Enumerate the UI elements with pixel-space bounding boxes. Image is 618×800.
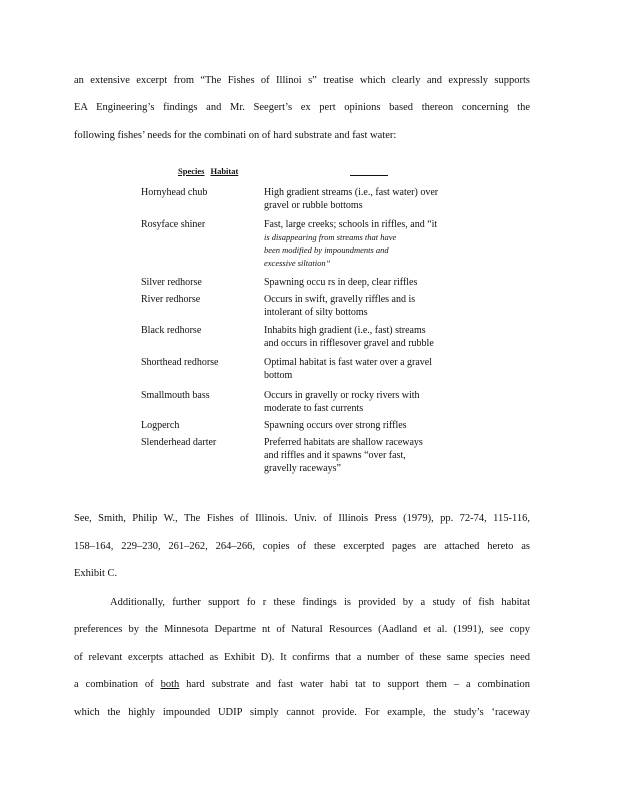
header-species: Species (178, 166, 205, 176)
habitat-desc: Spawning occu rs in deep, clear riffles (264, 277, 418, 288)
intro-line-1: an extensive excerpt from “The Fishes of Illinoi s” treatise which clearly and expressly supports (74, 75, 530, 86)
species-name: Smallmouth bass (141, 390, 210, 401)
species-name: River redhorse (141, 294, 201, 305)
header-habitat: Habitat (210, 166, 239, 176)
emphasis-both: both (160, 679, 180, 690)
intro-line-2: EA Engineering’s findings and Mr. Seegert’s ex pert opinions based thereon concerning the (74, 102, 530, 113)
species-name: Logperch (141, 420, 180, 431)
habitat-desc: Preferred habitats are shallow raceways and riffles and it spawns “over fast, gravelly raceways” (264, 437, 423, 474)
habitat-desc: Fast, large creeks; schools in riffles, and “it is disappearing from streams that have been modified by impoundments and excessive siltation” (264, 219, 438, 268)
para2-line-4: a combination of both hard substrate and fast water habi tat to support them – a combination (74, 679, 530, 690)
habitat-desc: Spawning occurs over strong riffles (264, 420, 407, 431)
habitat-desc: Occurs in swift, gravelly riffles and is intolerant of silty bottoms (264, 294, 416, 318)
table-header (178, 166, 238, 176)
species-name: Black redhorse (141, 325, 202, 336)
species-name: Shorthead redhorse (141, 357, 219, 368)
para2-line-1: Additionally, further support fo r these findings is provided by a study of fish habitat (110, 597, 530, 608)
citation-line-1: See, Smith, Philip W., The Fishes of Illinois. Univ. of Illinois Press (1979), pp. 72-74, 115-116, (74, 513, 530, 524)
citation-line-3: Exhibit C. (74, 568, 118, 579)
para2-line-5: which the highly impounded UDIP simply cannot provide. For example, the study’s ‘raceway (74, 707, 530, 718)
habitat-desc: Occurs in gravelly or rocky rivers with moderate to fast currents (264, 390, 420, 414)
header-rule (350, 175, 388, 176)
species-name: Silver redhorse (141, 277, 202, 288)
species-name: Slenderhead darter (141, 437, 217, 448)
intro-line-3: following fishes’ needs for the combinati on of hard substrate and fast water: (74, 130, 397, 141)
species-name: Rosyface shiner (141, 219, 206, 230)
species-name: Hornyhead chub (141, 187, 208, 198)
citation-line-2: 158–164, 229–230, 261–262, 264–266, copies of these excerpted pages are attached hereto as (74, 541, 530, 552)
habitat-desc: High gradient streams (i.e., fast water) over gravel or rubble bottoms (264, 187, 439, 211)
para2-line-3: of relevant excerpts attached as Exhibit D). It confirms that a number of these same species need (74, 652, 530, 663)
habitat-desc: Inhabits high gradient (i.e., fast) streams and occurs in rifflesover gravel and rubble (264, 325, 434, 349)
habitat-desc: Optimal habitat is fast water over a gravel bottom (264, 357, 432, 381)
para2-line-2: preferences by the Minnesota Departme nt of Natural Resources (Aadland et al. (1991), see copy (74, 624, 530, 635)
